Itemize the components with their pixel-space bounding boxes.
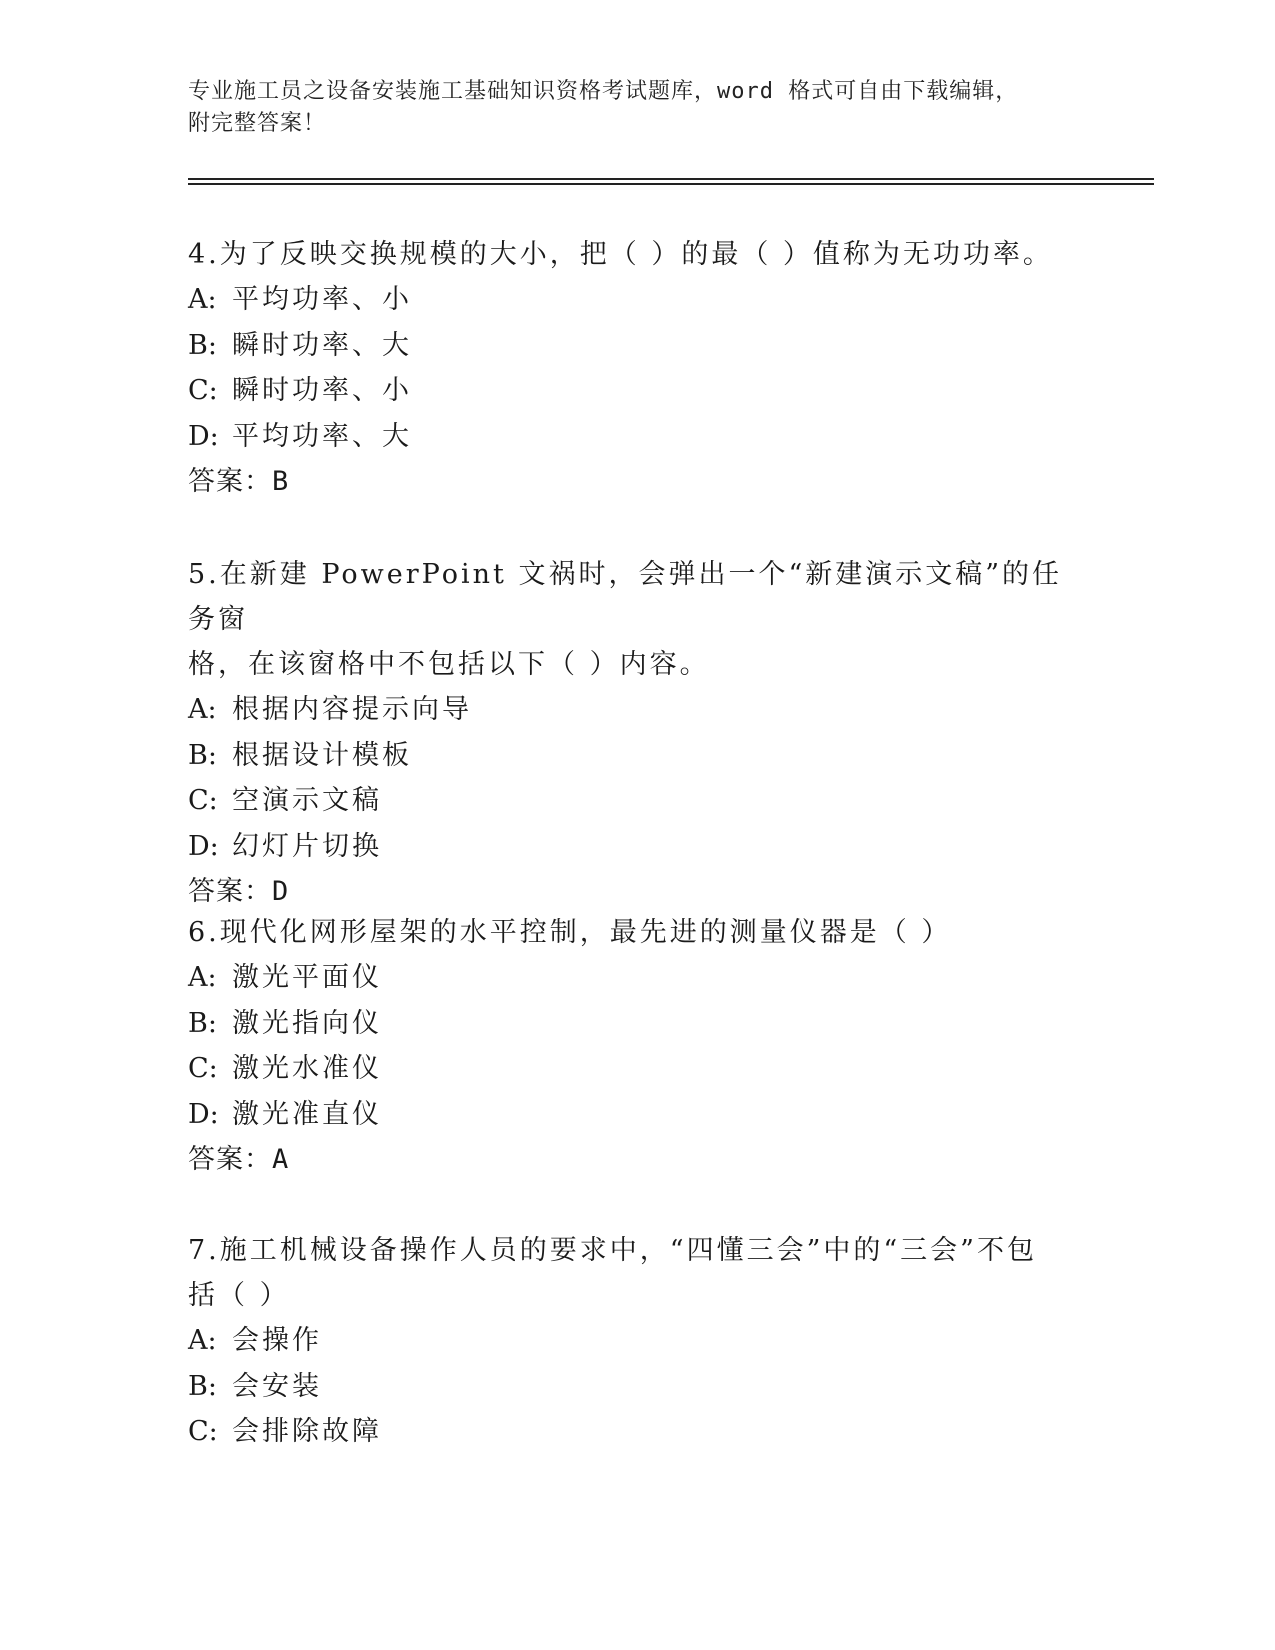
question-6 xyxy=(188,910,1088,1183)
question-5 xyxy=(188,552,1088,915)
option-letter: A: xyxy=(188,284,217,315)
option-text: 会安装 xyxy=(232,1370,322,1402)
option-text: 会操作 xyxy=(232,1325,322,1356)
document-header xyxy=(188,76,1088,140)
option-a xyxy=(188,277,1088,323)
option-letter: B: xyxy=(188,739,217,771)
option-letter: B: xyxy=(188,1370,217,1402)
question-stem: 6.现代化网形屋架的水平控制，最先进的测量仪器是（ ） xyxy=(188,917,952,948)
option-text: 瞬时功率、大 xyxy=(232,329,412,361)
option-a xyxy=(188,1318,1088,1364)
option-d xyxy=(188,414,1088,460)
header-divider-bottom xyxy=(188,183,1154,185)
option-text: 根据内容提示向导 xyxy=(232,694,472,725)
option-letter: B: xyxy=(188,1007,217,1039)
option-c xyxy=(188,1409,1088,1455)
option-text: 平均功率、小 xyxy=(232,284,412,315)
option-a xyxy=(188,687,1088,733)
option-d xyxy=(188,824,1088,870)
option-letter: A: xyxy=(188,962,217,993)
answer-line: 答案：A xyxy=(188,1144,290,1175)
option-letter: C: xyxy=(188,785,218,816)
question-stem: 4.为了反映交换规模的大小，把（ ）的最（ ）值称为无功功率。 xyxy=(188,239,1053,270)
option-text: 根据设计模板 xyxy=(232,739,412,771)
option-letter: B: xyxy=(188,329,217,361)
question-stem-line-1: 7.施工机械设备操作人员的要求中，“四懂三会”中的“三会”不包 xyxy=(188,1235,1037,1266)
option-b xyxy=(188,733,1088,779)
option-text: 激光平面仪 xyxy=(232,962,382,993)
option-c xyxy=(188,778,1088,824)
question-stem-line-2: 括（ ） xyxy=(188,1280,290,1311)
option-text: 激光指向仪 xyxy=(232,1007,382,1039)
option-b xyxy=(188,1001,1088,1047)
option-letter: D: xyxy=(188,830,219,862)
option-c xyxy=(188,368,1088,414)
question-7 xyxy=(188,1228,1088,1455)
option-text: 空演示文稿 xyxy=(232,785,382,816)
option-c xyxy=(188,1046,1088,1092)
option-text: 平均功率、大 xyxy=(232,420,412,452)
option-letter: A: xyxy=(188,1325,217,1356)
option-letter: C: xyxy=(188,1416,218,1447)
option-a xyxy=(188,955,1088,1001)
option-letter: D: xyxy=(188,420,219,452)
answer-line: 答案：D xyxy=(188,876,290,907)
option-text: 幻灯片切换 xyxy=(232,830,382,862)
option-d xyxy=(188,1092,1088,1138)
question-4 xyxy=(188,232,1088,505)
header-line-2: 附完整答案！ xyxy=(188,111,327,136)
option-text: 瞬时功率、小 xyxy=(232,375,412,406)
answer-line: 答案：B xyxy=(188,466,290,497)
option-letter: A: xyxy=(188,694,217,725)
header-divider-top xyxy=(188,178,1154,180)
option-text: 会排除故障 xyxy=(232,1416,382,1447)
option-b xyxy=(188,1364,1088,1410)
option-letter: C: xyxy=(188,375,218,406)
option-letter: C: xyxy=(188,1053,218,1084)
header-line-1: 专业施工员之设备安装施工基础知识资格考试题库，word 格式可自由下载编辑， xyxy=(188,79,1019,104)
option-b xyxy=(188,323,1088,369)
question-stem-line-1: 5.在新建 PowerPoint 文祸时，会弹出一个“新建演示文稿”的任务窗 xyxy=(188,559,1063,635)
option-letter: D: xyxy=(188,1098,219,1130)
question-stem-line-2: 格，在该窗格中不包括以下（ ）内容。 xyxy=(188,649,710,680)
option-text: 激光水准仪 xyxy=(232,1053,382,1084)
option-text: 激光准直仪 xyxy=(232,1098,382,1130)
